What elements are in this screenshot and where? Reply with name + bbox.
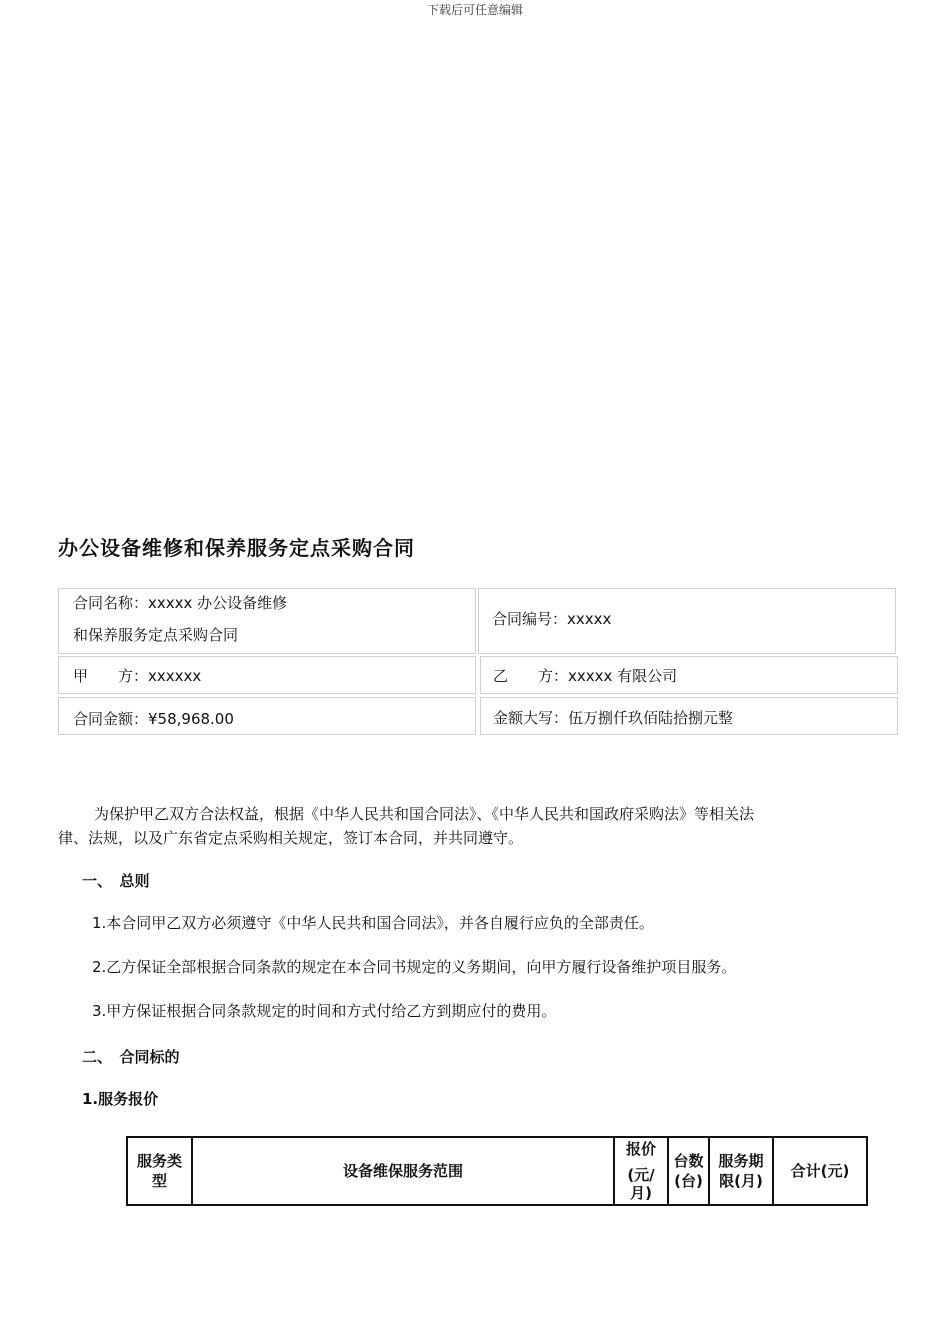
party-b: 乙 方：xxxxx 有限公司	[493, 667, 678, 685]
col-price: 报价 (元/ 月)	[614, 1137, 668, 1205]
party-a-cell	[58, 656, 476, 694]
intro-line-1: 为保护甲乙双方合法权益，根据《中华人民共和国合同法》、《中华人民共和国政府采购法》等相关法	[94, 805, 755, 823]
contract-no-cell	[478, 588, 896, 654]
service-quote-table	[126, 1136, 868, 1206]
amount-in-words: 金额大写：伍万捌仟玖佰陆拾捌元整	[493, 709, 734, 727]
table-header-row	[127, 1137, 867, 1205]
section-1-heading: 一、 总则	[82, 872, 150, 890]
col-quantity: 台数 (台)	[668, 1137, 709, 1205]
party-a: 甲 方：xxxxxx	[73, 667, 202, 685]
contract-amount: 合同金额：¥58,968.00	[73, 710, 234, 728]
amount-cell	[58, 697, 476, 735]
section-1-item-2: 2.乙方保证全部根据合同条款的规定在本合同书规定的义务期间，向甲方履行设备维护项目服务。	[92, 958, 737, 976]
section-1-item-1: 1.本合同甲乙双方必须遵守《中华人民共和国合同法》，并各自履行应负的全部责任。	[92, 914, 654, 932]
contract-name-line2: 和保养服务定点采购合同	[73, 626, 239, 644]
col-service-scope: 设备维保服务范围	[192, 1137, 614, 1205]
col-service-type: 服务类 型	[127, 1137, 192, 1205]
section-2-heading: 二、 合同标的	[82, 1048, 180, 1066]
party-b-cell	[480, 656, 898, 694]
page-header: 下载后可任意编辑	[426, 3, 523, 17]
contract-name-cell	[58, 588, 476, 654]
col-total: 合计(元)	[773, 1137, 867, 1205]
section-1-item-3: 3.甲方保证根据合同条款规定的时间和方式付给乙方到期应付的费用。	[92, 1002, 557, 1020]
intro-line-2: 律、法规，以及广东省定点采购相关规定，签订本合同，并共同遵守。	[58, 829, 524, 847]
contract-name-line1: 合同名称：xxxxx 办公设备维修	[73, 594, 288, 612]
contract-no: 合同编号：xxxxx	[492, 610, 612, 628]
amount-words-cell	[480, 697, 898, 735]
col-service-term: 服务期 限(月)	[709, 1137, 773, 1205]
document-title: 办公设备维修和保养服务定点采购合同	[58, 536, 415, 560]
service-quote-subheading: 1.服务报价	[82, 1090, 159, 1108]
